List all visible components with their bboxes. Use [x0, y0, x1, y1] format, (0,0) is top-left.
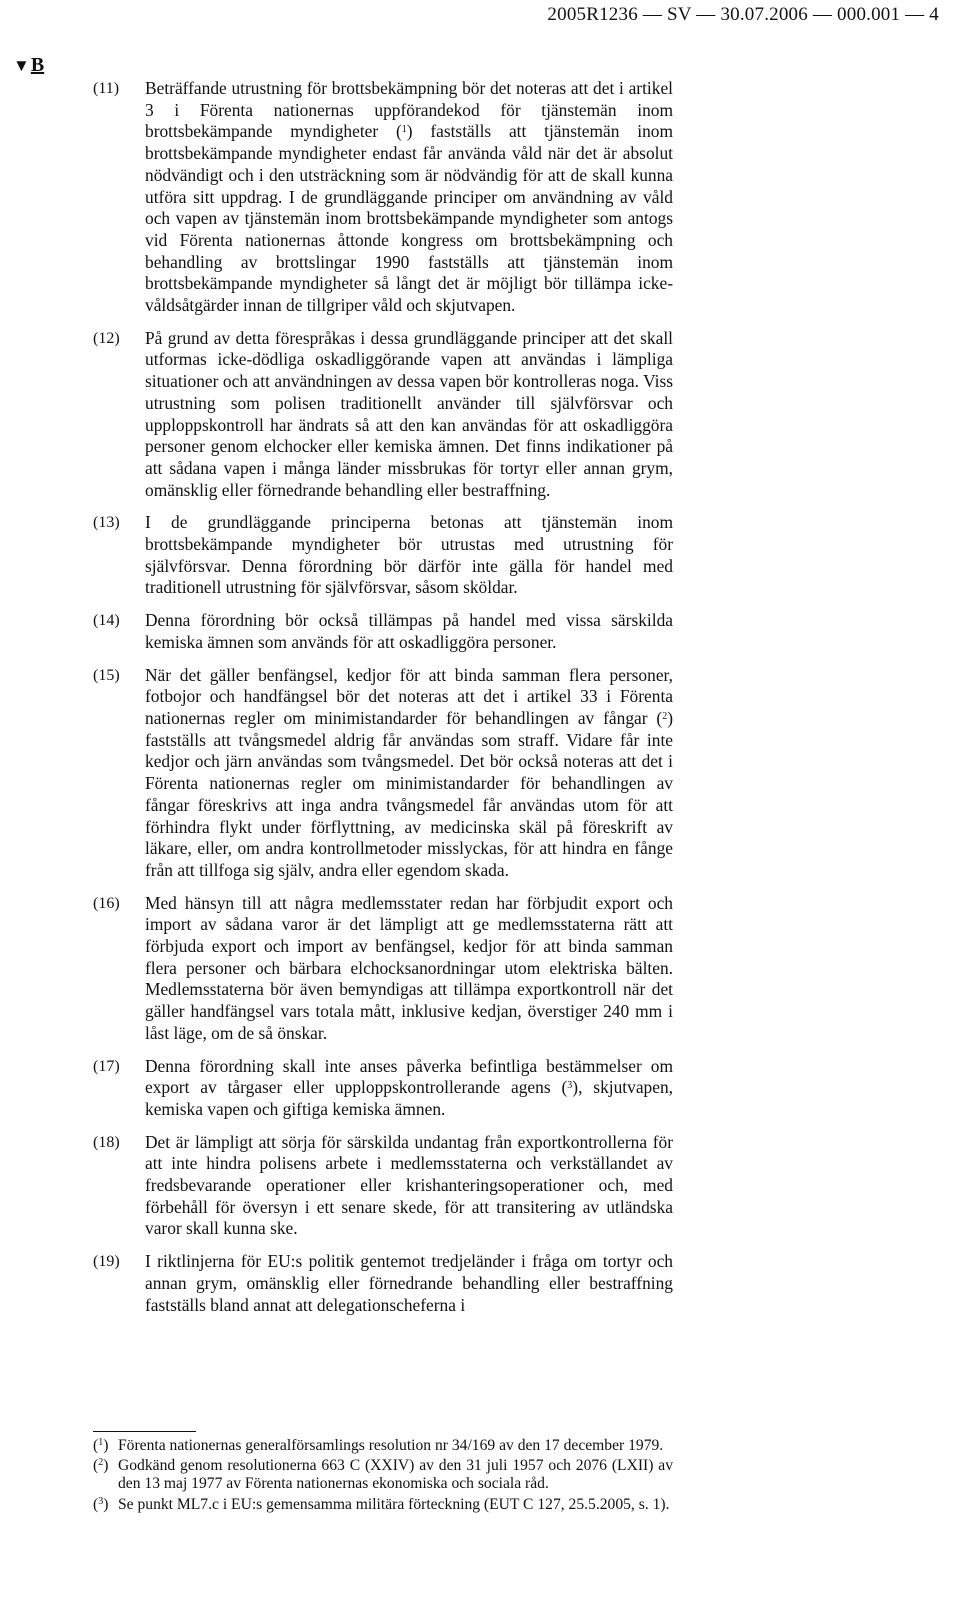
footnote-separator — [93, 1431, 196, 1432]
recital-number: (16) — [93, 894, 120, 912]
footnote-text: Förenta nationernas generalförsamlings resolution nr 34/169 av den 17 december 1979. — [118, 1437, 664, 1454]
footnote-number: ($^1$) — [93, 1437, 109, 1454]
recital-text — [145, 610, 673, 653]
recital-text-segment: I riktlinjerna för EU:s politik gentemot tredjeländer i fråga om tortyr och annan grym, omänsklig eller förnedrande behandling eller bestraffning fastställs bland annat att delegationscheferna i — [145, 1251, 673, 1315]
recital-text — [145, 78, 673, 317]
recital-number: (17) — [93, 1057, 120, 1075]
footnote-mark: 1 — [98, 1437, 104, 1448]
recital-text-segment: På grund av detta förespråkas i dessa grundläggande principer att det skall utformas icke-dödliga oskadliggörande vapen att användas i lämpliga situationer och att användningen av dessa vapen bör kontrolleras noga. Viss utrustning som polisen traditionellt använder till självförsvar och upploppskontroll har ändrats så att den kan användas för att oskadliggöra personer genom elchocker eller kemiska ämnen. Det finns indikationer på att sådana vapen i många länder missbrukas för tortyr eller annan grym, omänsklig eller förnedrande behandling eller bestraffning. — [145, 327, 673, 500]
recital-text — [145, 893, 673, 1045]
triangle-down-icon: ▼ — [13, 56, 30, 75]
recital-number: (14) — [93, 612, 120, 630]
footnote — [93, 1496, 673, 1514]
footnote — [93, 1437, 673, 1455]
footnotes-list — [93, 1437, 673, 1516]
footnote-text: Godkänd genom resolutionerna 663 C (XXIV) av den 31 juli 1957 och 2076 (LXII) av den 13 maj 1977 av Förenta nationernas ekonomiska och sociala råd. — [118, 1457, 673, 1493]
recital-number: (12) — [93, 329, 120, 347]
recital-text — [145, 1056, 673, 1121]
recital-text-segment: ), skjutvapen, kemiska vapen och giftiga kemiska ämnen. — [145, 1077, 673, 1119]
recital-text — [145, 512, 673, 599]
footnote-reference: 2 — [662, 710, 668, 722]
footnote-text: Se punkt ML7.c i EU:s gemensamma militära förteckning (EUT C 127, 25.5.2005, s. 1). — [118, 1495, 670, 1513]
recital — [93, 665, 673, 882]
recital — [93, 328, 673, 502]
recital-number: (15) — [93, 666, 120, 684]
footnote-mark: 3 — [98, 1495, 104, 1507]
recital — [93, 78, 673, 317]
recital-number: (11) — [93, 80, 120, 97]
footnote-number: ($^3$) — [93, 1495, 109, 1513]
marker-letter: B — [30, 54, 45, 76]
recital-text — [145, 328, 673, 502]
recital — [93, 893, 673, 1045]
recital-number: (18) — [93, 1133, 120, 1151]
footnote-mark: 2 — [98, 1457, 104, 1469]
recital — [93, 1132, 673, 1241]
running-header: 2005R1236 — SV — 30.07.2006 — 000.001 — 4 — [547, 4, 939, 25]
recital-text — [145, 1132, 673, 1241]
recital-text — [145, 665, 673, 882]
recital — [93, 1251, 673, 1316]
recital-text-segment: Det är lämpligt att sörja för särskilda undantag från exportkontrollerna för att inte hindra polisens arbete i medlemsstaterna och verkställandet av fredsbevarande operationer eller krishanteringsoperationer och, med förbehåll för översyn i ett senare skede, för att transitering av utländska varor skall kunna ske. — [145, 1131, 673, 1239]
recital-text-segment: Beträffande utrustning för brottsbekämpning bör det noteras att det i artikel 3 i Förenta nationernas uppförandekod för tjänstemän inom brottsbekämpande myndigheter ( — [145, 78, 673, 142]
footnote — [93, 1457, 673, 1493]
recital-text-segment: När det gäller benfängsel, kedjor för att binda samman flera personer, fotbojor och handfängsel bör det noteras att det i artikel 33 i Förenta nationernas regler om minimistandarder för behandlingen av fångar ( — [145, 664, 673, 728]
amendment-marker — [13, 54, 44, 77]
recitals-list — [93, 78, 673, 1327]
recital-number: (19) — [93, 1253, 120, 1271]
recital-text-segment: I de grundläggande principerna betonas att tjänstemän inom brottsbekämpande myndigheter bör utrustas med utrustning för självförsvar. Denna förordning bör därför inte gälla för handel med traditionell utrustning för självförsvar, såsom sköldar. — [145, 512, 673, 598]
recital-text — [145, 1251, 673, 1316]
footnote-reference: 1 — [401, 124, 407, 136]
recital — [93, 610, 673, 653]
recital-text-segment: Denna förordning bör också tillämpas på handel med vissa särskilda kemiska ämnen som används för att oskadliggöra personer. — [145, 610, 673, 652]
recital — [93, 1056, 673, 1121]
footnote-number: ($^2$) — [93, 1457, 109, 1475]
footnote-reference: 3 — [567, 1080, 573, 1092]
recital-text-segment: Denna förordning skall inte anses påverka befintliga bestämmelser om export av tårgaser eller upploppskontrollerande agens ( — [145, 1055, 673, 1098]
recital-text-segment: ) fastställs att tjänstemän inom brottsbekämpande myndigheter endast får använda våld när det är absolut nödvändigt och i den utsträckning som är nödvändig för att de skall kunna utföra sitt uppdrag. I de grundläggande principer om användning av våld och vapen av tjänstemän inom brottsbekämpande myndigheter som antogs vid Förenta nationernas åttonde kongress om brottsbekämpning och behandling av brottslingar 1990 fastställs att tjänstemän inom brottsbekämpande myndigheter så långt det är möjligt bör tillämpa icke-våldsåtgärder innan de tillgriper våld och skjutvapen. — [145, 121, 673, 316]
recital — [93, 512, 673, 599]
recital-text-segment: ) fastställs att tvångsmedel aldrig får användas som straff. Vidare får inte kedjor och järn användas som tvångsmedel. Det bör också noteras att det i Förenta nationernas regler om minimistandarder för behandlingen av fångar föreskrivs att inga andra tvångsmedel får användas utom för att förhindra flykt under förflyttning, av medicinska skäl på föreskrift av läkare, eller, om andra kontrollmetoder misslyckas, för att hindra en fånge från att tillfoga sig själv, andra eller egendom skada. — [145, 707, 673, 880]
recital-text-segment: Med hänsyn till att några medlemsstater redan har förbjudit export och import av sådana varor är det lämpligt att ge medlemsstaterna rätt att förbjuda export och import av benfängsel, kedjor för att binda samman flera personer och bärbara elchocksanordningar utom elektriska bälten. Medlemsstaterna bör även bemyndigas att tillämpa exportkontroll när det gäller handfängsel vars totala mått, inklusive kedjan, överstiger 240 mm i låst läge, om de så önskar. — [145, 892, 673, 1043]
recital-number: (13) — [93, 514, 120, 532]
